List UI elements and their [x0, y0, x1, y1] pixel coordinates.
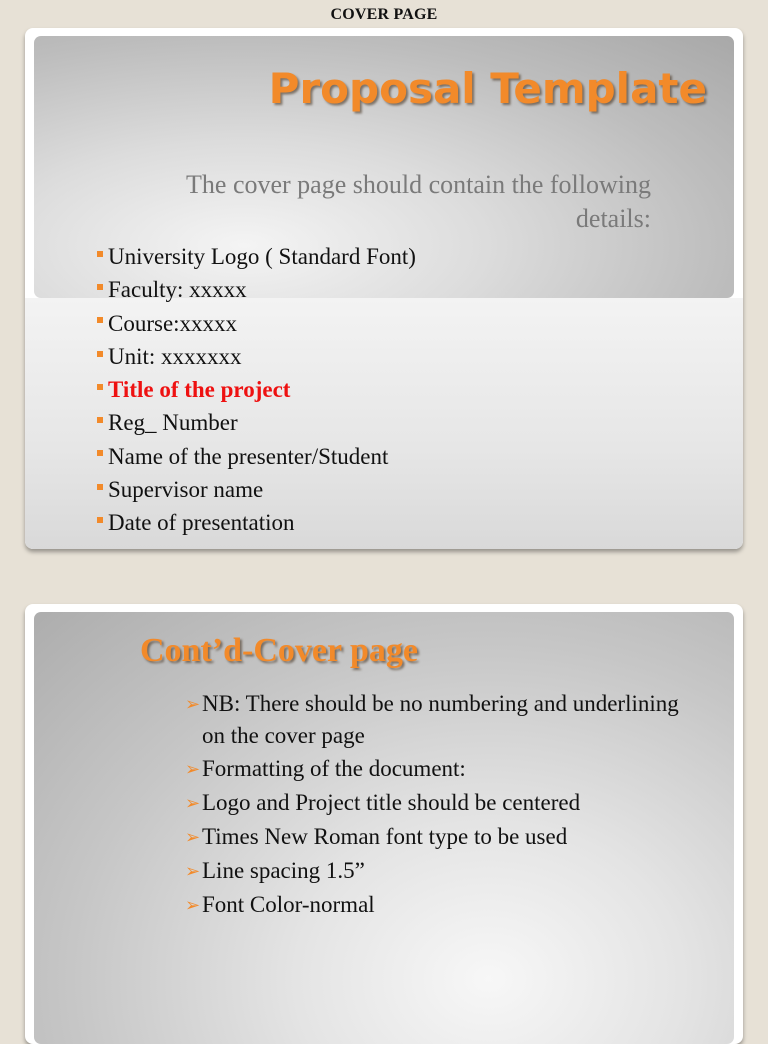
list-item	[97, 273, 416, 306]
square-bullet-icon	[97, 384, 103, 390]
square-bullet-icon	[97, 450, 103, 456]
list-item	[185, 688, 705, 751]
formatting-list	[185, 688, 705, 923]
list-item-label: Date of presentation	[108, 510, 295, 536]
list-item-highlighted	[97, 373, 416, 406]
arrow-bullet-icon: ➢	[185, 793, 201, 814]
list-item-label: Unit: xxxxxxx	[108, 343, 242, 369]
arrow-bullet-icon: ➢	[185, 827, 201, 848]
square-bullet-icon	[97, 317, 103, 323]
arrow-bullet-icon: ➢	[185, 861, 201, 882]
list-item-label: Reg_ Number	[108, 410, 238, 436]
list-item	[97, 340, 416, 373]
square-bullet-icon	[97, 417, 103, 423]
cover-details-list	[97, 240, 416, 540]
slide-contd-cover-page	[25, 604, 743, 1044]
list-item-label: Line spacing 1.5”	[202, 858, 365, 883]
list-item-label: Supervisor name	[108, 477, 264, 503]
list-item	[97, 473, 416, 506]
list-item	[97, 440, 416, 473]
square-bullet-icon	[97, 484, 103, 490]
list-item-label: University Logo ( Standard Font)	[108, 244, 416, 269]
list-item	[185, 753, 705, 785]
list-item	[97, 307, 416, 340]
list-item-label: Name of the presenter/Student	[108, 443, 389, 469]
arrow-bullet-icon: ➢	[185, 895, 201, 916]
list-item	[97, 406, 416, 439]
slide-intro-text: The cover page should contain the following details:	[186, 170, 651, 233]
list-item	[185, 855, 705, 887]
slide-proposal-template	[25, 28, 743, 549]
slide-title: Proposal Template	[268, 64, 707, 113]
slide-title: Cont’d-Cover page	[140, 632, 418, 669]
list-item	[185, 787, 705, 819]
list-item-label: Title of the project	[108, 377, 291, 403]
list-item-label: Font Color-normal	[202, 892, 375, 917]
square-bullet-icon	[97, 284, 103, 290]
arrow-bullet-icon: ➢	[185, 694, 201, 715]
list-item-label: Formatting of the document:	[202, 756, 466, 781]
list-item-label: Logo and Project title should be centered	[202, 790, 581, 815]
list-item-label: Course:xxxxx	[108, 310, 238, 336]
arrow-bullet-icon: ➢	[185, 759, 201, 780]
square-bullet-icon	[97, 517, 103, 523]
list-item-label: NB: There should be no numbering and underlining on the cover page	[202, 691, 679, 748]
list-item	[185, 889, 705, 921]
page-header: COVER PAGE	[330, 6, 438, 23]
list-item	[185, 821, 705, 853]
square-bullet-icon	[97, 351, 103, 357]
list-item-label: Faculty: xxxxx	[108, 277, 247, 303]
list-item	[97, 240, 416, 273]
list-item-label: Times New Roman font type to be used	[202, 824, 568, 849]
square-bullet-icon	[97, 251, 103, 257]
list-item	[97, 506, 416, 539]
